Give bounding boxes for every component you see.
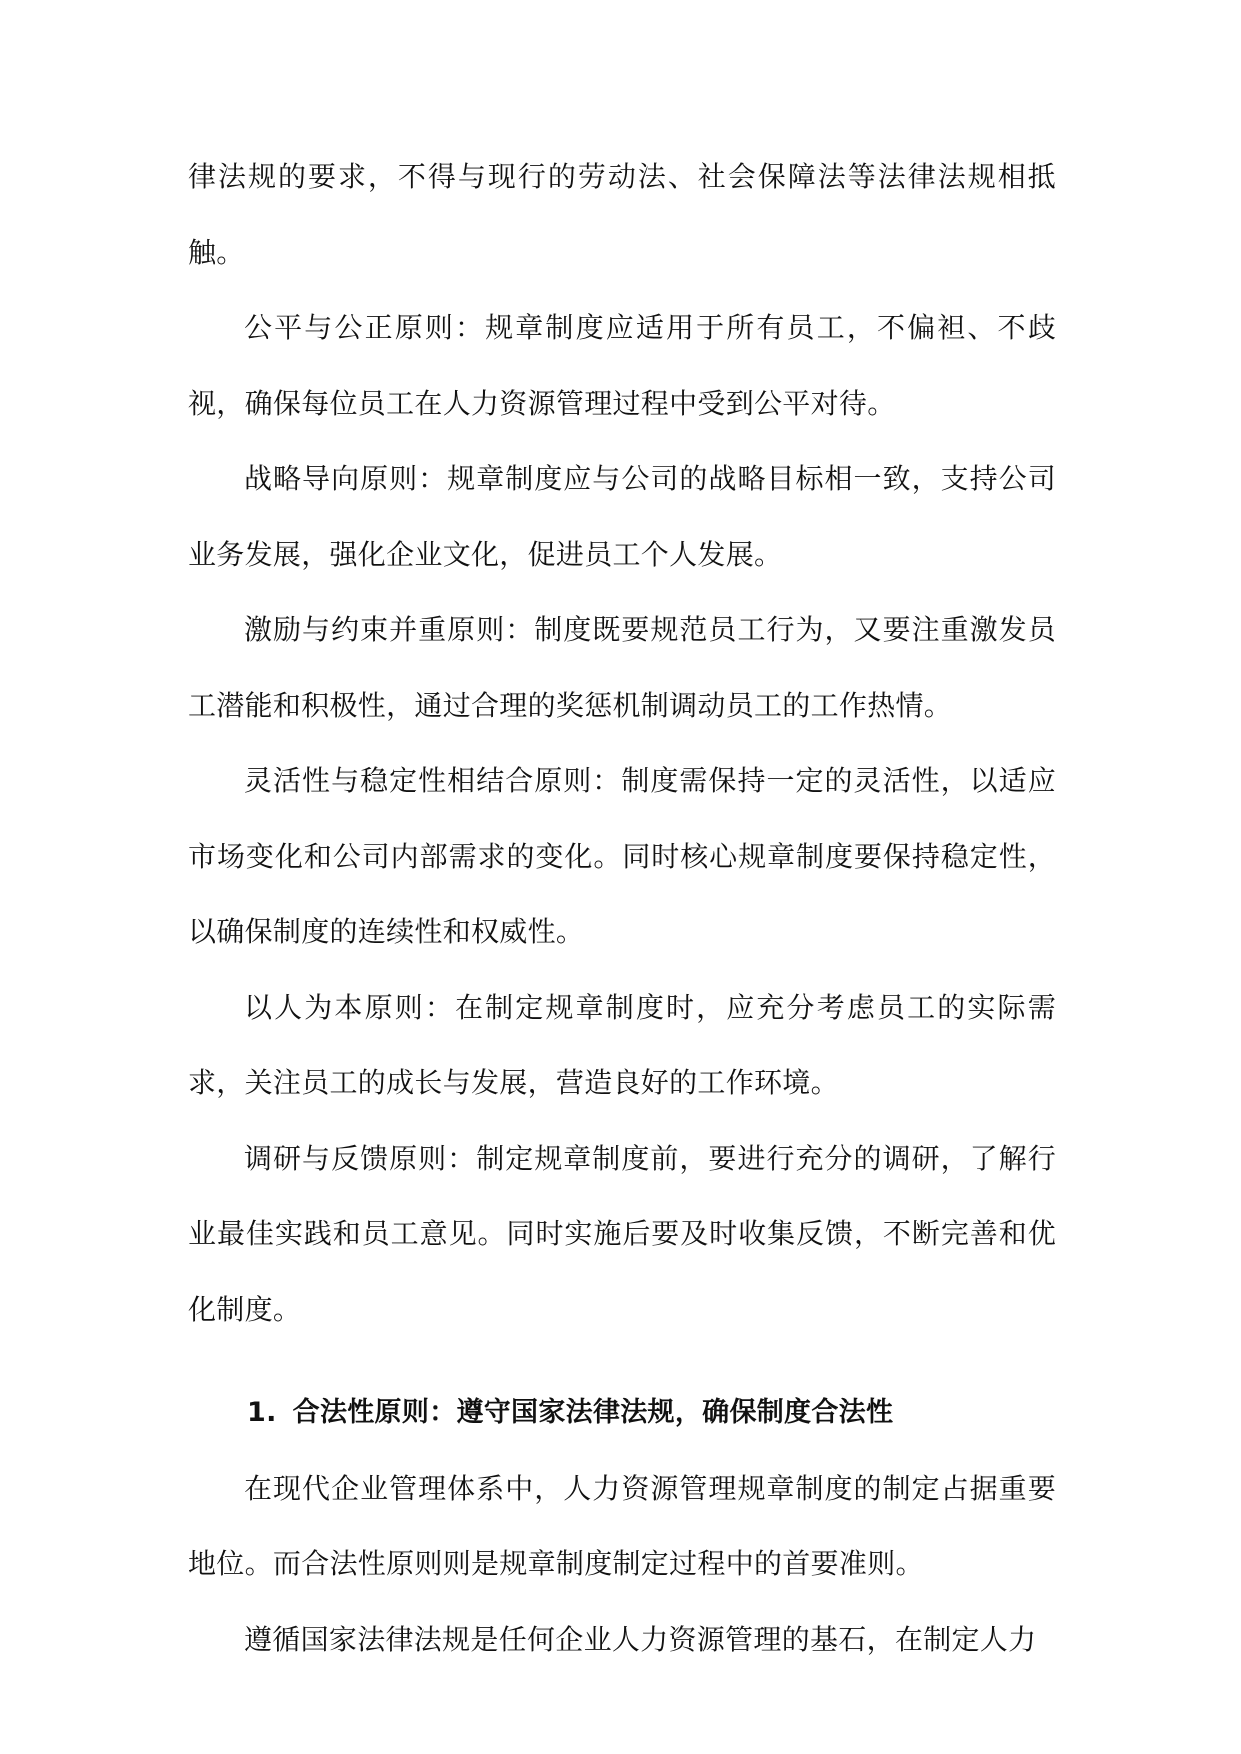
section-number: 1. <box>247 1397 277 1428</box>
document-body <box>188 139 1056 1677</box>
paragraph-legality-intro: 在现代企业管理体系中，人力资源管理规章制度的制定占据重要地位。而合法性原则则是规章制度制定过程中的首要准则。 <box>188 1471 1056 1580</box>
paragraph-fairness-principle: 公平与公正原则：规章制度应适用于所有员工，不偏袒、不歧视，确保每位员工在人力资源管理过程中受到公平对待。 <box>188 311 1056 420</box>
section-heading <box>188 1375 1056 1451</box>
paragraph-research-feedback-principle: 调研与反馈原则：制定规章制度前，要进行充分的调研，了解行业最佳实践和员工意见。同时实施后要及时收集反馈，不断完善和优化制度。 <box>188 1141 1056 1326</box>
paragraph-legal-requirements-continued: 律法规的要求，不得与现行的劳动法、社会保障法等法律法规相抵触。 <box>188 160 1056 269</box>
paragraph-legality-foundation: 遵循国家法律法规是任何企业人力资源管理的基石，在制定人力 <box>244 1622 1037 1656</box>
section-title: 合法性原则：遵守国家法律法规，确保制度合法性 <box>292 1397 894 1428</box>
paragraph-flexibility-principle: 灵活性与稳定性相结合原则：制度需保持一定的灵活性，以适应市场变化和公司内部需求的变化。同时核心规章制度要保持稳定性，以确保制度的连续性和权威性。 <box>188 764 1056 948</box>
paragraph-incentive-principle: 激励与约束并重原则：制度既要规范员工行为，又要注重激发员工潜能和积极性，通过合理的奖惩机制调动员工的工作热情。 <box>188 613 1056 722</box>
paragraph-people-oriented-principle: 以人为本原则：在制定规章制度时，应充分考虑员工的实际需求，关注员工的成长与发展，营造良好的工作环境。 <box>188 990 1056 1099</box>
paragraph-strategy-principle: 战略导向原则：规章制度应与公司的战略目标相一致，支持公司业务发展，强化企业文化，促进员工个人发展。 <box>188 462 1056 571</box>
